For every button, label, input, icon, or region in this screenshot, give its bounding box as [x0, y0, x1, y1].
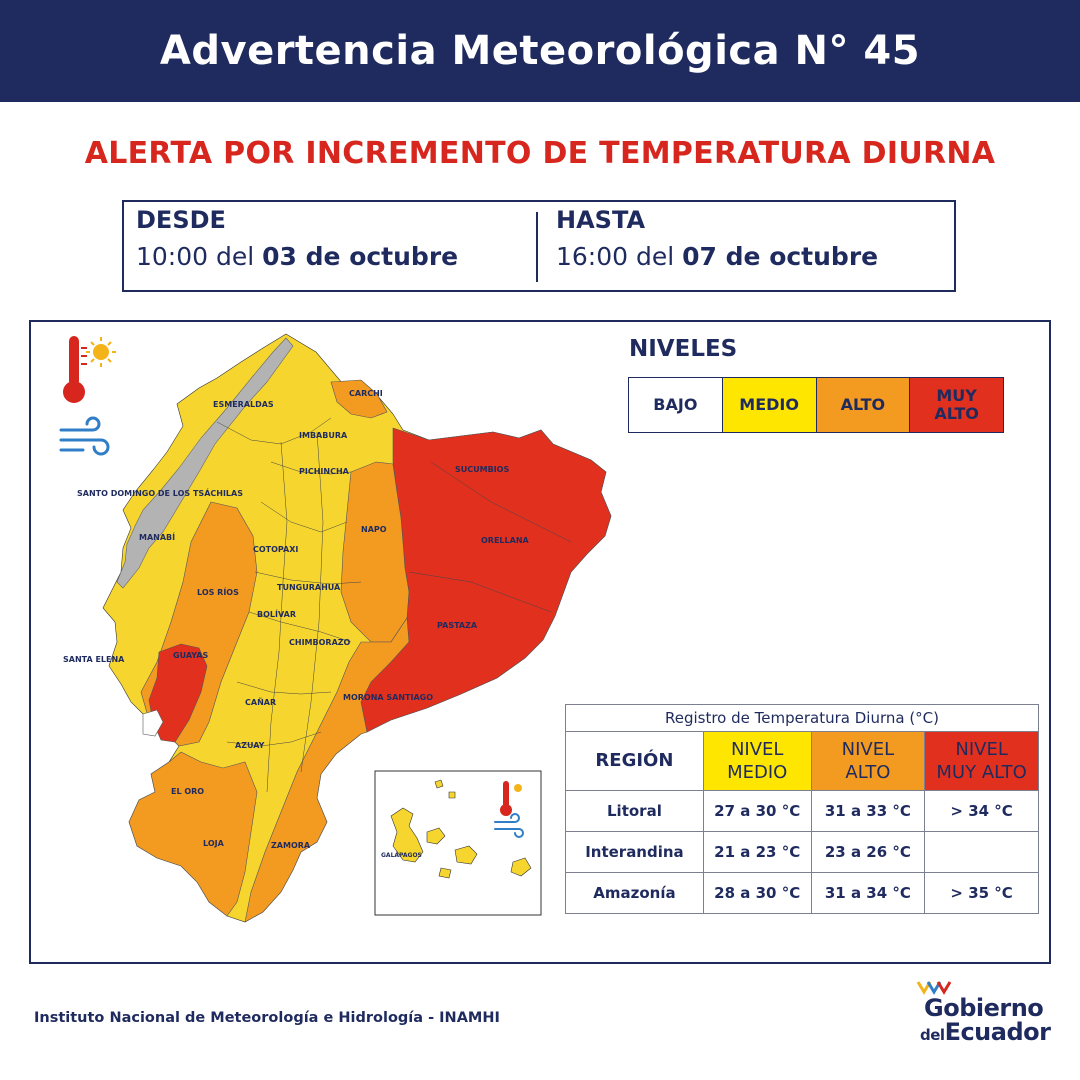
label-loja: LOJA — [203, 839, 224, 848]
period-from — [136, 206, 458, 271]
level-muy-alto-label: MUY ALTO — [934, 385, 979, 423]
label-canar: CAÑAR — [245, 698, 277, 707]
header-muy-alto-line1: NIVEL — [955, 738, 1008, 760]
region-header: REGIÓN — [566, 732, 704, 791]
temperature-table — [565, 704, 1039, 914]
label-morona-santiago: MORONA SANTIAGO — [343, 693, 434, 702]
label-carchi: CARCHI — [349, 389, 383, 398]
logo-line2 — [920, 1018, 1050, 1046]
region-cell: Interandina — [566, 832, 704, 873]
label-santa-elena: SANTA ELENA — [63, 655, 125, 664]
table-row — [566, 791, 1039, 832]
label-imbabura: IMBABURA — [299, 431, 348, 440]
level-medio: MEDIO — [723, 378, 817, 432]
levels-legend — [628, 377, 1004, 433]
label-pastaza: PASTAZA — [437, 621, 478, 630]
header-alto-line1: NIVEL — [841, 738, 895, 760]
institute-name: Instituto Nacional de Meteorología e Hidrología - INAMHI — [34, 1010, 500, 1026]
level-muy-alto — [910, 378, 1003, 432]
medio-cell: 21 a 23 °C — [703, 832, 811, 873]
label-esmeraldas: ESMERALDAS — [213, 400, 274, 409]
logo-del: del — [920, 1026, 945, 1044]
table-row — [566, 832, 1039, 873]
medio-cell: 28 a 30 °C — [703, 873, 811, 914]
from-value — [136, 242, 458, 271]
region-cell: Litoral — [566, 791, 704, 832]
label-pichincha: PICHINCHA — [299, 467, 349, 476]
header-medio-line2: MEDIO — [727, 762, 788, 783]
header-bar — [0, 0, 1080, 102]
alto-cell: 31 a 34 °C — [811, 873, 925, 914]
map-panel — [29, 320, 1051, 964]
level-alto: ALTO — [817, 378, 911, 432]
logo-line1: Gobierno — [924, 994, 1044, 1022]
medio-cell: 27 a 30 °C — [703, 791, 811, 832]
levels-title: NIVELES — [629, 336, 738, 362]
page-title: Advertencia Meteorológica N° 45 — [159, 28, 921, 74]
header-nivel-muy-alto — [925, 732, 1039, 791]
label-napo: NAPO — [361, 525, 387, 534]
header-medio-line1: NIVEL — [730, 738, 784, 760]
period-divider — [536, 212, 538, 282]
header-nivel-medio — [703, 732, 811, 791]
to-time: 16:00 del — [556, 242, 683, 271]
period-to — [556, 206, 878, 271]
alto-cell: 23 a 26 °C — [811, 832, 925, 873]
label-tungurahua: TUNGURAHUA — [277, 583, 341, 592]
label-sucumbios: SUCUMBIOS — [455, 465, 510, 474]
level-bajo: BAJO — [629, 378, 723, 432]
alto-cell: 31 a 33 °C — [811, 791, 925, 832]
label-chimborazo: CHIMBORAZO — [289, 638, 351, 647]
from-label: DESDE — [136, 206, 226, 234]
header-muy-alto-line2: MUY ALTO — [936, 762, 1027, 783]
label-guayas: GUAYAS — [173, 651, 209, 660]
label-bolivar: BOLÍVAR — [257, 610, 296, 619]
from-date: 03 de octubre — [262, 242, 459, 271]
muy-alto-cell: > 34 °C — [925, 791, 1039, 832]
wind-icon — [61, 418, 108, 454]
gobierno-ecuador-logo — [914, 980, 1054, 1050]
galapagos-inset — [375, 771, 541, 915]
to-date: 07 de octubre — [682, 242, 879, 271]
label-manabi: MANABÍ — [139, 533, 176, 542]
logo-ecuador: Ecuador — [944, 1018, 1051, 1046]
table-row — [566, 873, 1039, 914]
header-nivel-alto — [811, 732, 925, 791]
label-santo-domingo: SANTO DOMINGO DE LOS TSÁCHILAS — [77, 489, 243, 498]
label-los-rios: LOS RÍOS — [197, 588, 239, 597]
alert-title: ALERTA POR INCREMENTO DE TEMPERATURA DIURNA — [84, 136, 996, 171]
label-azuay: AZUAY — [235, 741, 265, 750]
label-orellana: ORELLANA — [481, 536, 529, 545]
label-zamora: ZAMORA — [271, 841, 311, 850]
muy-alto-cell: > 35 °C — [925, 873, 1039, 914]
validity-period — [122, 200, 956, 292]
to-value — [556, 242, 878, 271]
header-alto-line2: ALTO — [845, 762, 891, 783]
label-galapagos: GALÁPAGOS — [381, 852, 422, 859]
thermometer-sun-icon — [63, 336, 116, 403]
from-time: 10:00 del — [136, 242, 263, 271]
table-caption: Registro de Temperatura Diurna (°C) — [566, 705, 1039, 732]
to-label: HASTA — [556, 206, 646, 234]
label-cotopaxi: COTOPAXI — [253, 545, 299, 554]
label-el-oro: EL ORO — [171, 787, 205, 796]
muy-alto-cell — [925, 832, 1039, 873]
region-cell: Amazonía — [566, 873, 704, 914]
